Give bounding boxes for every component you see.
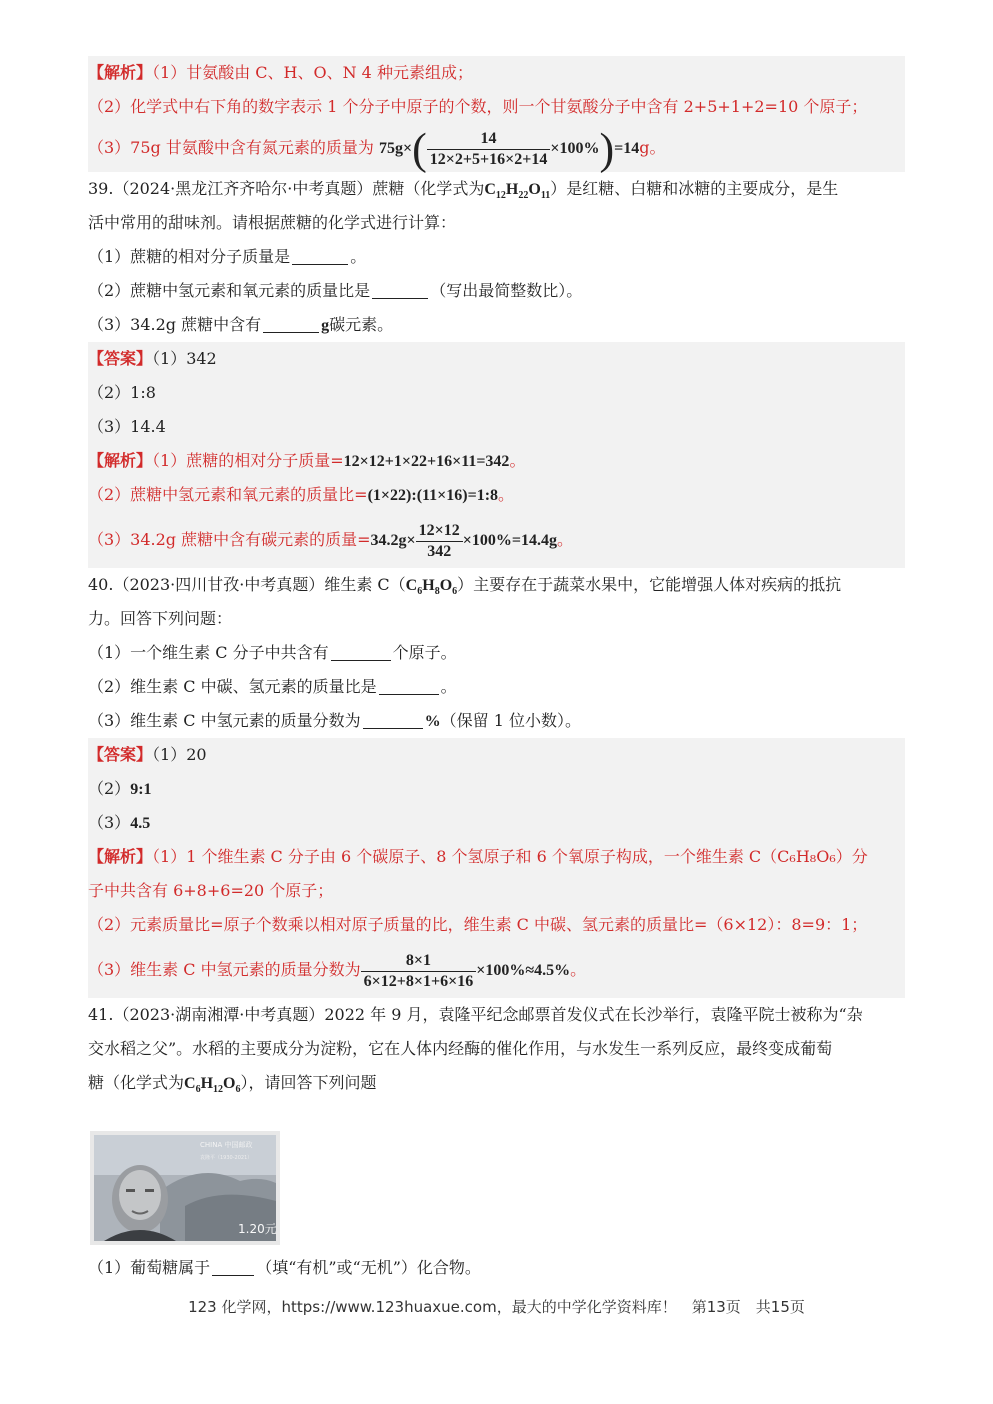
analysis-text: 。 [557,530,574,549]
page-footer: 123 化学网，https://www.123huaxue.com，最大的中学化学资料库！ 第13页 共15页 [188,1298,805,1316]
answer-blank [363,710,423,729]
q40-answer-3 [88,806,905,840]
answer-blank [263,314,319,333]
element-h: H [505,181,519,198]
q39-part-2 [88,274,905,308]
fraction [361,951,477,992]
part-text: （3）34.2g 蔗糖中含有 [88,315,262,334]
denominator: 6×12+8×1+6×16 [363,972,474,990]
answer-value: 9:1 [130,781,152,798]
formula-result: =14 [614,140,640,157]
part-text: （填“有机”或“无机”）化合物。 [256,1258,481,1277]
denominator: 12×2+5+16×2+14 [429,150,548,168]
answer-text: （1）20 [152,745,207,764]
formula: (1×22):(11×16)=1:8 [367,487,499,504]
formula: 12×12+1×22+16×11=342 [343,453,510,470]
question-stem: 糖（化学式为 [88,1073,185,1092]
answer-blank [292,246,348,265]
analysis-text: （3）34.2g 蔗糖中含有碳元素的质量= [88,530,371,549]
chem-formula [405,577,458,598]
part-text: （1）葡萄糖属于 [88,1258,211,1277]
answer-blank [331,642,391,661]
document-page [88,56,905,1100]
question-stem: 40.（2023·四川甘孜·中考真题）维生素 C（ [88,575,406,594]
analysis-text: （3）75g 甘氨酸中含有氮元素的质量为 [88,138,374,157]
element-c: C [405,577,418,594]
left-paren: ( [412,124,427,174]
q39-analysis-3 [88,512,905,568]
subscript: 22 [518,190,529,202]
q40-answer-2 [88,772,905,806]
element-o: O [439,577,453,594]
q40-part-3 [88,704,905,738]
formula-tail: ×100%=14.4g [462,532,558,549]
q39-answer-3: （3）14.4 [88,410,905,444]
fraction [416,521,463,562]
numerator: 14 [427,129,551,150]
analysis-text: 。 [509,451,526,470]
prev-analysis-line-2: （2）化学式中右下角的数字表示 1 个分子中原子的个数，则一个甘氨酸分子中含有 2+5+1+2=10 个原子； [88,90,905,124]
element-c: C [484,181,496,198]
subscript: 12 [495,190,506,202]
subscript: 6 [195,1084,201,1096]
q40-analysis-1b: 子中共含有 6+8+6=20 个原子； [88,874,905,908]
q39-part-1 [88,240,905,274]
chem-formula [184,1075,241,1096]
answer-label: 【答案】 [88,349,153,368]
element-o: O [223,1075,236,1092]
q41-stem-line-1: 41.（2023·湖南湘潭·中考真题）2022 年 9 月，袁隆平纪念邮票首发仪式在长沙举行，袁隆平院士被称为“杂 [88,1005,863,1024]
part-text: 碳元素。 [329,315,394,334]
question-stem: ），请回答下列问题 [240,1073,377,1092]
analysis-text: 。 [570,960,587,979]
part-text: （3）维生素 C 中氢元素的质量分数为 [88,711,361,730]
analysis-text: （1）蔗糖的相对分子质量= [152,451,344,470]
q40-stem-line-1 [88,568,905,602]
q39-analysis-1 [88,444,905,478]
stamp-value: 1.20元 [238,1222,277,1236]
q40-part-1 [88,636,905,670]
subscript: 12 [213,1084,224,1096]
numerator: 8×1 [361,951,477,972]
q40-part-2 [88,670,905,704]
analysis-text: （2）蔗糖中氢元素和氧元素的质量比= [88,485,368,504]
question-stem: ）是红糖、白糖和冰糖的主要成分，是生 [550,179,839,198]
answer-text: （2） [88,779,131,798]
part-text: （2）维生素 C 中碳、氢元素的质量比是 [88,677,377,696]
analysis-label: 【解析】 [88,451,153,470]
prev-analysis-line-1 [88,56,905,90]
stamp-name: 袁隆平（1930-2021） [200,1155,253,1161]
stamp-country: CHINA 中国邮政 [200,1141,253,1149]
q41-stem-line-2: 交水稻之父”。水稻的主要成分为淀粉，它在人体内经酶的催化作用，与水发生一系列反应，最终变成葡萄 [88,1039,833,1058]
subscript: 8 [434,586,440,598]
question-stem: ）主要存在于蔬菜水果中，它能增强人体对疾病的抵抗 [457,575,842,594]
numerator: 12×12 [416,521,463,542]
analysis-text: （1）甘氨酸由 C、H、O、N 4 种元素组成； [152,63,473,82]
q39-stem-line-2: 活中常用的甜味剂。请根据蔗糖的化学式进行计算： [88,213,457,232]
unit: g。 [639,138,666,157]
element-o: O [528,181,541,198]
unit: % [424,713,441,730]
q39-answer-2: （2）1:8 [88,376,905,410]
stamp-image [90,1131,280,1245]
formula-tail: ×100%≈4.5% [476,962,571,979]
analysis-label: 【解析】 [88,847,153,866]
analysis-text: （1）1 个维生素 C 分子由 6 个碳原子、8 个氢原子和 6 个氧原子构成，一个维生素 C（C₆H₈O₆）分 [152,847,868,866]
q41-part-1 [88,1251,481,1285]
q41-stem-line-3 [88,1066,905,1100]
unit: g [321,317,330,334]
part-text: 。 [440,677,457,696]
answer-blank [372,280,428,299]
part-text: 个原子。 [392,643,457,662]
q39-part-3 [88,308,905,342]
q40-analysis-3 [88,942,905,998]
q39-analysis-2 [88,478,905,512]
subscript: 6 [452,586,458,598]
formula-lead: 75g× [378,140,413,157]
subscript: 6 [235,1084,241,1096]
fraction [427,129,551,170]
analysis-text: 。 [498,485,515,504]
part-text: （写出最简整数比）。 [430,281,583,300]
q39-stem-line-1 [88,172,905,206]
answer-blank [379,676,439,695]
q40-analysis-1 [88,840,905,874]
part-text: （1）蔗糖的相对分子质量是 [88,247,291,266]
element-c: C [184,1075,196,1092]
part-text: （保留 1 位小数）。 [440,711,581,730]
subscript: 11 [540,190,551,202]
chem-formula [484,181,551,202]
q39-answer-1 [88,342,905,376]
element-h: H [200,1075,214,1092]
part-text: 。 [350,247,367,266]
right-paren: ) [599,124,615,174]
answer-value: 4.5 [130,815,151,832]
formula-tail: ×100% [550,140,600,157]
denominator: 342 [427,542,452,560]
formula-lead: 34.2g× [370,532,416,549]
answer-label: 【答案】 [88,745,153,764]
q40-analysis-2: （2）元素质量比=原子个数乘以相对原子质量的比，维生素 C 中碳、氢元素的质量比=（6×12）：8=9：1； [88,908,905,942]
subscript: 6 [417,586,423,598]
answer-text: （3） [88,813,131,832]
q40-answer-1 [88,738,905,772]
prev-analysis-line-3 [88,124,905,172]
part-text: （1）一个维生素 C 分子中共含有 [88,643,329,662]
part-text: （2）蔗糖中氢元素和氧元素的质量比是 [88,281,371,300]
answer-blank [212,1257,254,1276]
question-stem: 39.（2024·黑龙江齐齐哈尔·中考真题）蔗糖（化学式为 [88,179,485,198]
element-h: H [422,577,435,594]
analysis-label: 【解析】 [88,63,153,82]
answer-text: （1）342 [152,349,217,368]
q40-stem-line-2: 力。回答下列问题： [88,609,233,628]
analysis-text: （3）维生素 C 中氢元素的质量分数为 [88,960,361,979]
